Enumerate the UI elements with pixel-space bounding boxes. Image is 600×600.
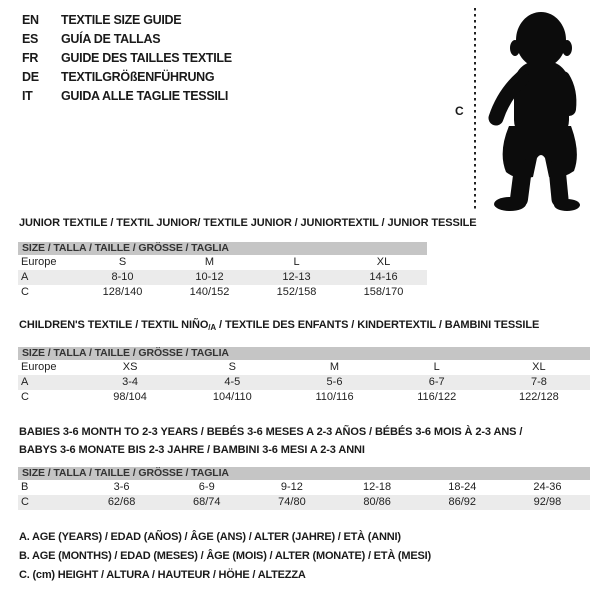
table-row-europe bbox=[18, 255, 427, 270]
language-row-de bbox=[22, 68, 232, 87]
age-cell: 6-9 bbox=[198, 481, 215, 493]
size-cell: XL bbox=[376, 256, 391, 268]
language-label: TEXTILGRÖßENFÜHRUNG bbox=[61, 70, 215, 84]
size-cell: L bbox=[293, 256, 300, 268]
babies-section-title bbox=[19, 423, 522, 459]
height-cell: 74/80 bbox=[278, 496, 306, 508]
language-row-it bbox=[22, 87, 232, 106]
table-row-height bbox=[18, 285, 427, 300]
language-code: IT bbox=[22, 89, 33, 103]
size-cell: L bbox=[433, 361, 440, 373]
row-label: Europe bbox=[21, 256, 57, 268]
age-cell: 3-4 bbox=[122, 376, 139, 388]
size-header-bar: SIZE / TALLA / TAILLE / GRÖSSE / TAGLIA bbox=[18, 347, 590, 360]
children-title-part: / TEXTILE DES ENFANTS / KINDERTEXTIL / BAMBINI TESSILE bbox=[216, 319, 540, 331]
language-code: FR bbox=[22, 51, 39, 65]
table-row-height bbox=[18, 390, 590, 405]
junior-section-title: JUNIOR TEXTILE / TEXTIL JUNIOR/ TEXTILE JUNIOR / JUNIORTEXTIL / JUNIOR TESSILE bbox=[19, 217, 477, 229]
footnote-height: C. (cm) HEIGHT / ALTURA / HAUTEUR / HÖHE / ALTEZZA bbox=[19, 569, 306, 581]
table-row-europe bbox=[18, 360, 590, 375]
age-cell: 10-12 bbox=[195, 271, 224, 283]
children-title-part: CHILDREN'S TEXTILE / TEXTIL NIÑO bbox=[19, 319, 209, 331]
language-code: DE bbox=[22, 70, 39, 84]
row-label: C bbox=[21, 496, 29, 508]
language-label: GUIDE DES TAILLES TEXTILE bbox=[61, 51, 232, 65]
footnote-age-years: A. AGE (YEARS) / EDAD (AÑOS) / ÂGE (ANS) / ALTER (JAHRE) / ETÀ (ANNI) bbox=[19, 531, 401, 543]
language-label: GUIDA ALLE TAGLIE TESSILI bbox=[61, 89, 229, 103]
babies-title-line2: BABYS 3-6 MONATE BIS 2-3 JAHRE / BAMBINI 3-6 MESI A 2-3 ANNI bbox=[19, 444, 365, 456]
height-cell: 116/122 bbox=[417, 391, 457, 403]
height-cell: 104/110 bbox=[212, 391, 252, 403]
age-cell: 4-5 bbox=[224, 376, 241, 388]
language-row-es bbox=[22, 30, 232, 49]
height-cell: 128/140 bbox=[102, 286, 143, 298]
age-cell: 9-12 bbox=[280, 481, 303, 493]
age-cell: 24-36 bbox=[533, 481, 562, 493]
height-cell: 122/128 bbox=[519, 391, 559, 403]
children-title-subscript: /A bbox=[208, 323, 217, 332]
height-cell: 140/152 bbox=[189, 286, 230, 298]
footnotes bbox=[19, 528, 431, 585]
size-cell: S bbox=[228, 361, 236, 373]
footnote-age-months: B. AGE (MONTHS) / EDAD (MESES) / ÂGE (MOIS) / ALTER (MONATE) / ETÀ (MESI) bbox=[19, 550, 431, 562]
age-cell: 6-7 bbox=[428, 376, 445, 388]
age-cell: 7-8 bbox=[530, 376, 547, 388]
age-cell: 5-6 bbox=[326, 376, 343, 388]
size-header-bar: SIZE / TALLA / TAILLE / GRÖSSE / TAGLIA bbox=[18, 467, 590, 480]
children-size-table bbox=[18, 347, 590, 405]
language-list bbox=[22, 11, 232, 106]
row-label: B bbox=[21, 481, 29, 493]
height-cell: 158/170 bbox=[363, 286, 404, 298]
row-label: C bbox=[21, 391, 29, 403]
age-cell: 12-18 bbox=[363, 481, 392, 493]
size-cell: XL bbox=[532, 361, 546, 373]
height-cell: 68/74 bbox=[192, 496, 221, 508]
language-row-fr bbox=[22, 49, 232, 68]
table-row-age-months bbox=[18, 480, 590, 495]
height-measure-label: C bbox=[455, 104, 464, 118]
junior-size-table bbox=[18, 242, 427, 300]
size-cell: M bbox=[204, 256, 215, 268]
height-cell: 86/92 bbox=[448, 496, 477, 508]
language-label: TEXTILE SIZE GUIDE bbox=[61, 13, 182, 27]
age-cell: 3-6 bbox=[113, 481, 130, 493]
table-row-age bbox=[18, 270, 427, 285]
height-cell: 110/116 bbox=[315, 391, 354, 403]
row-label: C bbox=[21, 286, 29, 298]
baby-silhouette-icon bbox=[468, 6, 598, 214]
baby-silhouette-shape bbox=[494, 12, 580, 211]
age-cell: 18-24 bbox=[448, 481, 477, 493]
table-row-age bbox=[18, 375, 590, 390]
height-cell: 98/104 bbox=[113, 391, 147, 403]
language-code: ES bbox=[22, 32, 39, 46]
language-label: GUÍA DE TALLAS bbox=[61, 32, 161, 46]
height-cell: 62/68 bbox=[107, 496, 136, 508]
height-cell: 92/98 bbox=[533, 496, 562, 508]
height-cell: 80/86 bbox=[363, 496, 391, 508]
age-cell: 8-10 bbox=[111, 271, 134, 283]
age-cell: 14-16 bbox=[369, 271, 398, 283]
babies-size-table bbox=[18, 467, 590, 510]
babies-title-line1: BABIES 3-6 MONTH TO 2-3 YEARS / BEBÉS 3-6 MESES A 2-3 AÑOS / BÉBÉS 3-6 MOIS À 2-3 ANS / bbox=[19, 426, 523, 438]
size-cell: XS bbox=[122, 361, 138, 373]
age-cell: 12-13 bbox=[282, 271, 311, 283]
size-header-bar: SIZE / TALLA / TAILLE / GRÖSSE / TAGLIA bbox=[18, 242, 427, 255]
row-label: Europe bbox=[21, 361, 57, 373]
height-cell: 152/158 bbox=[276, 286, 317, 298]
table-row-height bbox=[18, 495, 590, 510]
children-section-title bbox=[19, 316, 539, 337]
row-label: A bbox=[21, 271, 29, 283]
language-code: EN bbox=[22, 13, 39, 27]
size-cell: M bbox=[329, 361, 340, 373]
size-cell: S bbox=[118, 256, 127, 268]
language-row-en bbox=[22, 11, 232, 30]
row-label: A bbox=[21, 376, 29, 388]
